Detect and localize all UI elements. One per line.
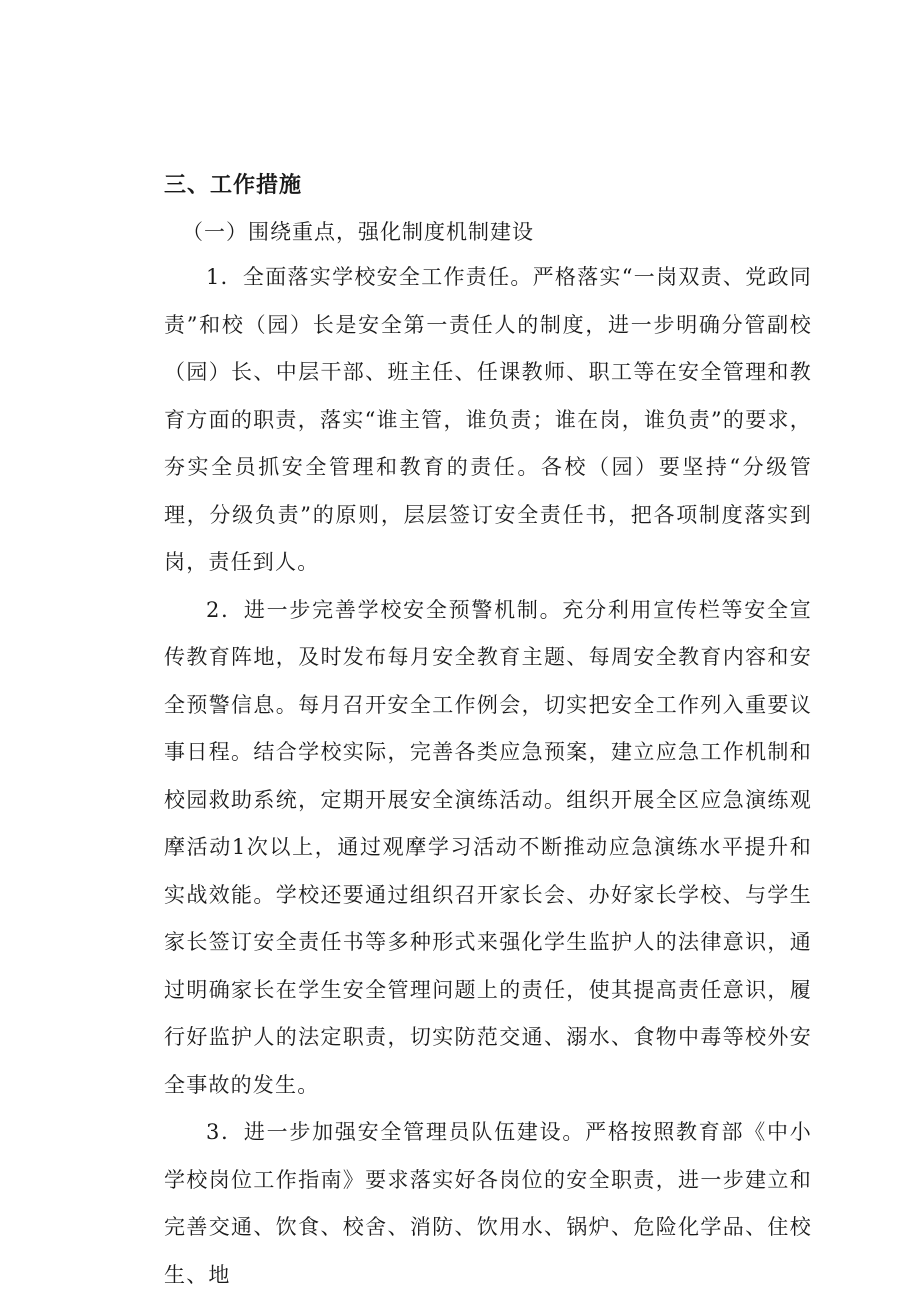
paragraph-3: 3．进一步加强安全管理员队伍建设。严格按照教育部《中小学校岗位工作指南》要求落实好各岗位的安全职责，进一步建立和完善交通、饮食、校舍、消防、饮用水、锅炉、危险化学品、住校生、地	[164, 1120, 812, 1287]
sub-heading: （一）围绕重点，强化制度机制建设	[182, 220, 534, 244]
document-body	[164, 164, 812, 1299]
paragraph-2: 2．进一步完善学校安全预警机制。充分利用宣传栏等安全宣传教育阵地，及时发布每月安全教育主题、每周安全教育内容和安全预警信息。每月召开安全工作例会，切实把安全工作列入重要议事日程。结合学校实际，完善各类应急预案，建立应急工作机制和校园救助系统，定期开展安全演练活动。组织开展全区应急演练观摩活动1次以上，通过观摩学习活动不断推动应急演练水平提升和实战效能。学校还要通过组织召开家长会、办好家长学校、与学生家长签订安全责任书等多种形式来强化学生监护人的法律意识，通过明确家长在学生安全管理问题上的责任，使其提高责任意识，履行好监护人的法定职责，切实防范交通、溺水、食物中毒等校外安全事故的发生。	[164, 597, 812, 1097]
paragraph-1: 1．全面落实学校安全工作责任。严格落实“一岗双责、党政同责”和校（园）长是安全第一责任人的制度，进一步明确分管副校（园）长、中层干部、班主任、任课教师、职工等在安全管理和教育方面的职责，落实“谁主管，谁负责；谁在岗，谁负责”的要求，夯实全员抓安全管理和教育的责任。各校（园）要坚持“分级管理，分级负责”的原则，层层签订安全责任书，把各项制度落实到岗，责任到人。	[164, 265, 812, 574]
section-heading: 三、工作措施	[164, 173, 303, 198]
